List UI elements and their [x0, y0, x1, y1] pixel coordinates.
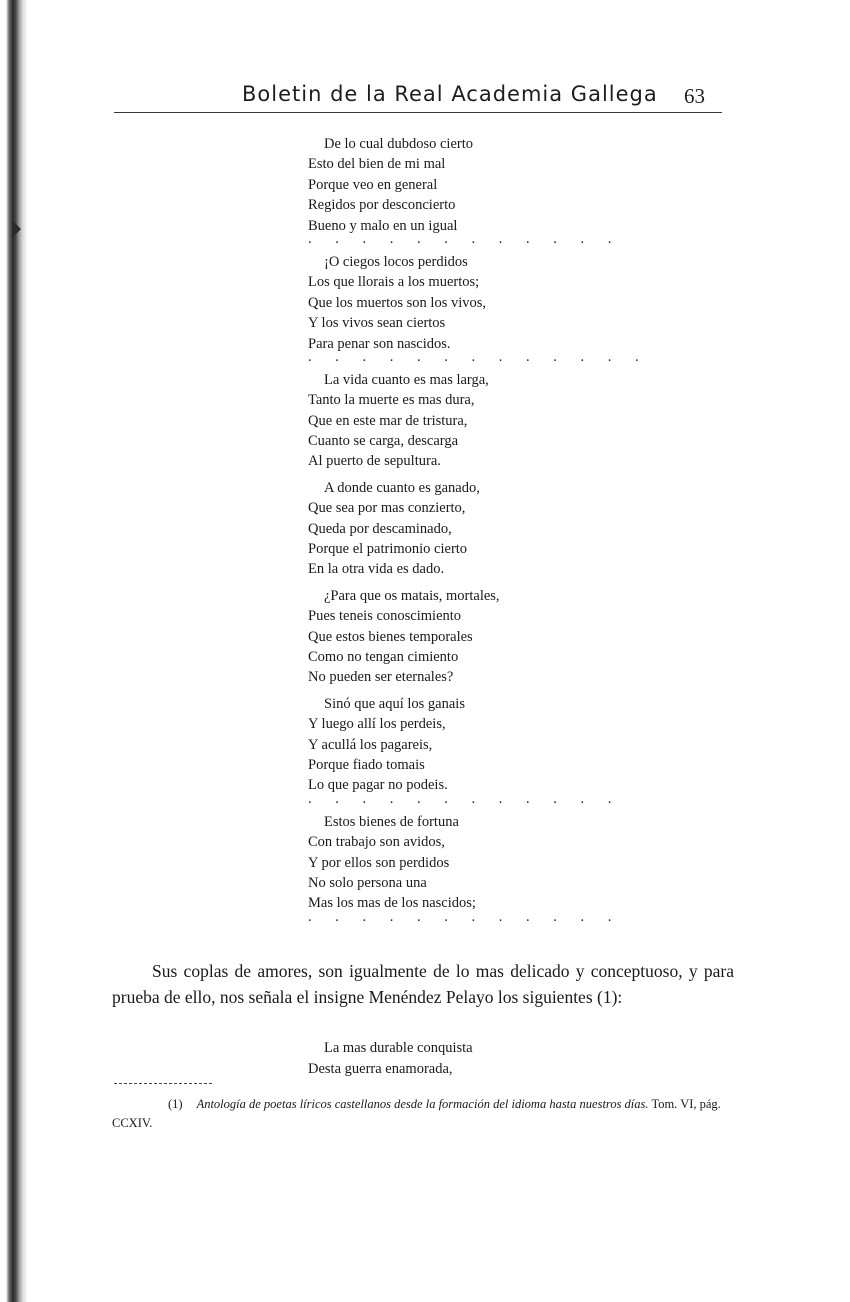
verse-line: Los que llorais a los muertos; [308, 274, 480, 291]
verse-line: Regidos por desconcierto [308, 197, 456, 214]
verse-line: Cuanto se carga, descarga [308, 433, 459, 450]
verse-line: Mas los mas de los nascidos; [308, 895, 476, 912]
verse-line: ¡O ciegos locos perdidos [324, 253, 468, 270]
running-header-title: Boletin de la Real Academia Gallega [242, 82, 658, 106]
omission-dots: . . . . . . . . . . . . [308, 908, 622, 925]
verse-line: Lo que pagar no podeis. [308, 777, 448, 794]
verse-line: Sinó que aquí los ganais [324, 695, 465, 712]
quote-line: La mas durable conquista [324, 1040, 473, 1056]
quote-line: Desta guerra enamorada, [308, 1061, 453, 1077]
verse-line: Porque veo en general [308, 176, 438, 193]
verse-line: No solo persona una [308, 874, 427, 891]
footnote-divider [114, 1083, 212, 1084]
verse-line: Para penar son nascidos. [308, 335, 451, 352]
footnote-marker: (1) [168, 1097, 183, 1111]
verse-line: En la otra vida es dado. [308, 561, 445, 578]
header-divider [114, 112, 722, 113]
poem-stanza [308, 134, 622, 247]
verse-line: Y los vivos sean ciertos [308, 315, 446, 332]
poem-stanza [308, 478, 608, 580]
poem-stanza [308, 370, 608, 472]
verse-line: Que sea por mas conzierto, [308, 500, 466, 517]
verse-line: A donde cuanto es ganado, [324, 479, 480, 496]
body-paragraph: Sus coplas de amores, son igualmente de lo mas delicado y conceptuoso, y para prueba de ello, nos señala el insigne Menéndez Pelayo los siguientes (1): [112, 961, 734, 1007]
poem-stanza [308, 586, 608, 688]
verse-line: Y por ellos son perdidos [308, 854, 450, 871]
verse-line: Que en este mar de tristura, [308, 412, 468, 429]
verse-line: Bueno y malo en un igual [308, 217, 458, 234]
footnote [112, 1095, 734, 1133]
footnote-detail: Tom. VI, pág. CCXIV. [112, 1097, 721, 1130]
verse-line: Con trabajo son avidos, [308, 834, 445, 851]
page-number: 63 [684, 84, 705, 108]
verse-line: Que los muertos son los vivos, [308, 294, 487, 311]
omission-dots: . . . . . . . . . . . . [308, 790, 622, 807]
verse-line: Como no tengan cimiento [308, 648, 459, 665]
poem-stanza [308, 812, 622, 925]
verse-line: De lo cual dubdoso cierto [324, 136, 473, 152]
verse-line: Que estos bienes temporales [308, 628, 473, 645]
quoted-verse [308, 1038, 608, 1080]
omission-dots: . . . . . . . . . . . . [308, 230, 622, 247]
verse-line: Pues teneis conoscimiento [308, 608, 462, 625]
verse-line: Esto del bien de mi mal [308, 156, 446, 173]
verse-line: Queda por descaminado, [308, 520, 452, 537]
verse-line: Y acullá los pagareis, [308, 736, 433, 753]
binding-arrow-icon [12, 220, 21, 238]
poem-stanza [308, 252, 649, 365]
poem-block [308, 134, 649, 930]
verse-line: Al puerto de sepultura. [308, 453, 441, 470]
verse-line: La vida cuanto es mas larga, [324, 371, 489, 388]
verse-line: Estos bienes de fortuna [324, 813, 459, 830]
verse-line: Porque el patrimonio cierto [308, 541, 468, 558]
verse-line: Y luego allí los perdeis, [308, 716, 446, 733]
poem-stanza [308, 694, 622, 807]
omission-dots: . . . . . . . . . . . . . [308, 348, 649, 365]
page-binding-edge [0, 0, 32, 1302]
footnote-source: Antología de poetas líricos castellanos desde la formación del idioma hasta nuestros días. [196, 1097, 649, 1111]
verse-line: Tanto la muerte es mas dura, [308, 392, 475, 409]
verse-line: No pueden ser eternales? [308, 669, 454, 686]
verse-line: ¿Para que os matais, mortales, [324, 587, 500, 604]
verse-line: Porque fiado tomais [308, 756, 425, 773]
